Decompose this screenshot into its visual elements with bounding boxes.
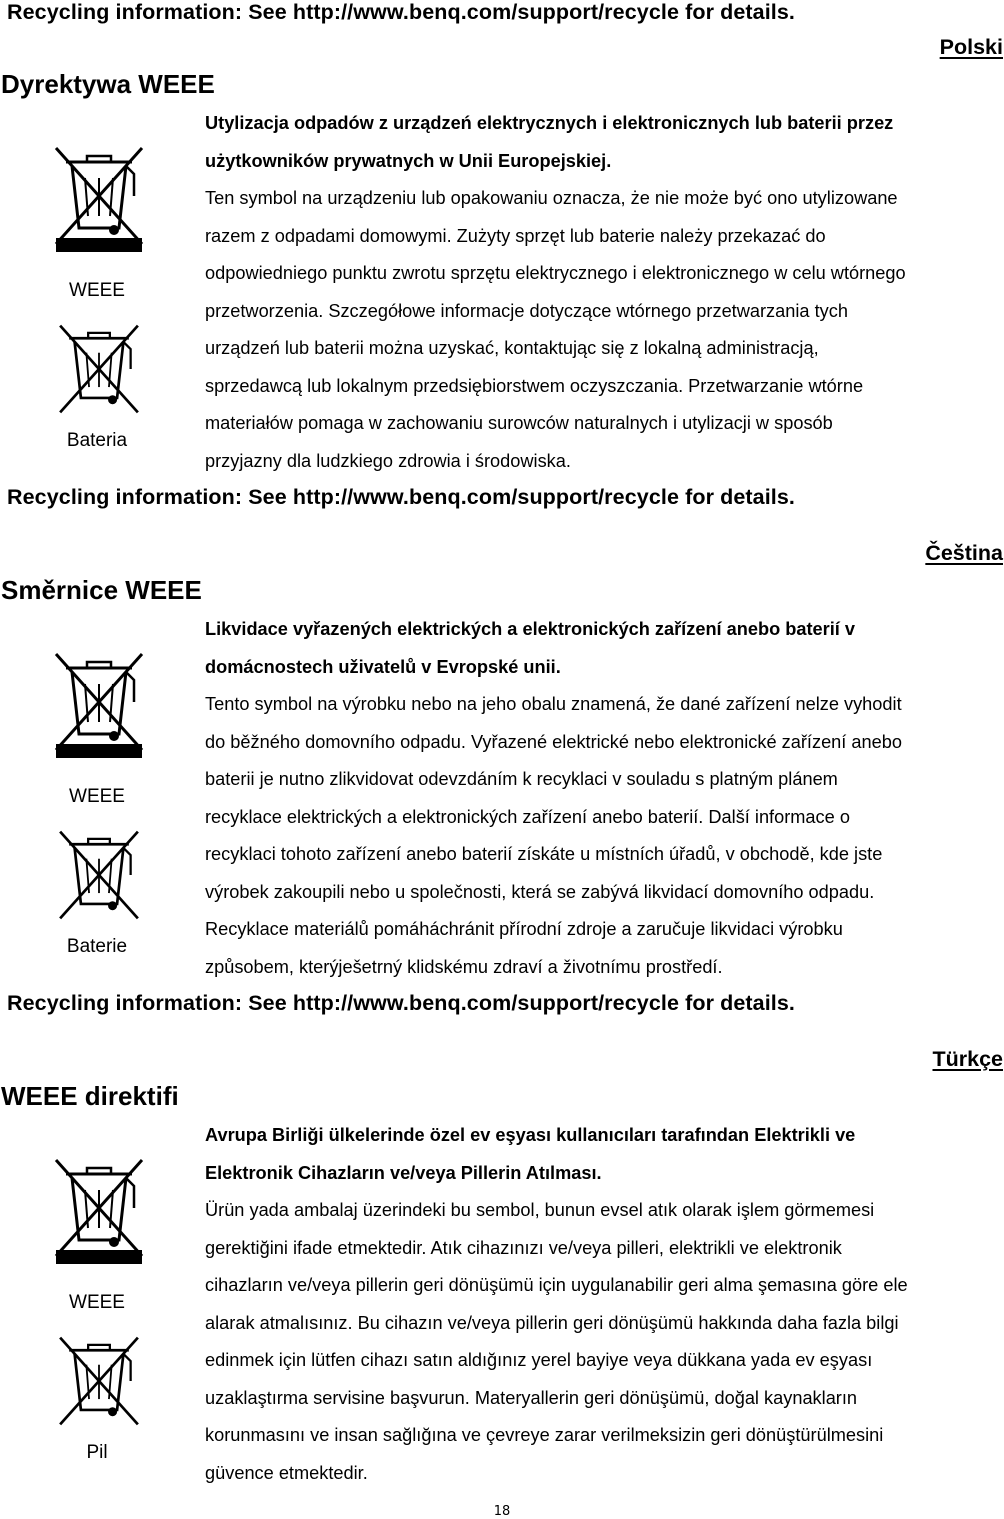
body-line: przyjazny dla ludzkiego zdrowia i środowiska.: [205, 450, 571, 471]
body-line: cihazların ve/veya pillerin geri dönüşümü için uygulanabilir geri alma şemasına göre ele: [205, 1275, 908, 1295]
battery-bin-icon: [52, 1334, 146, 1428]
body-line: uzaklaştırma servisine başvurun. Materyallerin geri dönüşümü, doğal kaynakların: [205, 1387, 858, 1408]
battery-label: Pil: [86, 1442, 108, 1463]
section-heading-turkce: WEEE direktifi: [1, 1081, 179, 1111]
recycling-info-polski: Recycling information: See http://www.benq.com/support/recycle for details.: [7, 485, 795, 509]
body-line: korunmasını ve insan sağlığına ve çevreye zarar verilmeksizin geri dönüştürülmesini: [205, 1425, 884, 1445]
body-line: edinmek için lütfen cihazı satın aldığınız yerel bayiye veya dükkana yada ev eşyası: [205, 1350, 873, 1370]
body-line: Avrupa Birliği ülkelerinde özel ev eşyası kullanıcıları tarafından Elektrikli ve: [205, 1125, 856, 1145]
weee-label: WEEE: [69, 1292, 125, 1313]
body-line: sprzedawcą lub lokalnym przedsiębiorstwem oczyszczania. Przetwarzanie wtórne: [205, 375, 864, 396]
language-title-turkce: Türkçe: [932, 1047, 1003, 1071]
battery-bin-icon: [52, 828, 146, 922]
body-line: razem z odpadami domowymi. Zużyty sprzęt lub baterie należy przekazać do: [205, 225, 826, 246]
weee-label: WEEE: [69, 280, 125, 301]
body-line: způsobem, kterýješetrný klidskému zdraví a životnímu prostředí.: [205, 956, 723, 977]
body-line: recyklaci tohoto zařízení anebo baterií získáte u místních úřadů, v obchodě, kde jste: [205, 844, 883, 864]
body-line: użytkowników prywatnych w Unii Europejskiej.: [205, 150, 612, 171]
body-line: Ürün yada ambalaj üzerindeki bu sembol, bunun evsel atık olarak işlem görmemesi: [205, 1200, 875, 1220]
section-heading-cestina: Směrnice WEEE: [1, 575, 202, 605]
body-line: Likvidace vyřazených elektrických a elektronických zařízení anebo baterií v: [205, 619, 856, 639]
battery-bin-icon: [52, 322, 146, 416]
section-heading-polski: Dyrektywa WEEE: [1, 69, 215, 99]
battery-label: Baterie: [66, 936, 128, 957]
body-line: do běžného domovního odpadu. Vyřazené elektrické nebo elektronické zařízení anebo: [205, 731, 902, 752]
body-line: recyklace elektrických a elektronických zařízení anebo baterií. Další informace o: [205, 806, 850, 827]
body-line: Utylizacja odpadów z urządzeń elektrycznych i elektronicznych lub baterii przez: [205, 113, 894, 133]
body-line: Ten symbol na urządzeniu lub opakowaniu oznacza, że nie może być ono utylizowane: [205, 188, 898, 208]
section-body-cestina: [205, 611, 1004, 986]
weee-bin-icon: [52, 144, 146, 256]
page-number: 18: [493, 1504, 511, 1519]
battery-label: Bateria: [66, 430, 128, 451]
body-line: výrobek zakoupili nebo u společnosti, která se zabývá likvidací domovního odpadu.: [205, 881, 875, 902]
weee-bin-icon: [52, 1156, 146, 1268]
weee-label: WEEE: [69, 786, 125, 807]
weee-bin-icon: [52, 650, 146, 762]
body-line: gerektiğini ifade etmektedir. Atık cihazınızı ve/veya pilleri, elektrikli ve elektronik: [205, 1237, 842, 1258]
body-line: przetworzenia. Szczegółowe informacje dotyczące wtórnego przetwarzania tych: [205, 300, 848, 321]
recycling-info-cestina: Recycling information: See http://www.benq.com/support/recycle for details.: [7, 991, 795, 1015]
body-line: Recyklace materiálů pomáháchránit přírodní zdroje a zaručuje likvidaci výrobku: [205, 919, 843, 939]
body-line: Elektronik Cihazların ve/veya Pillerin Atılması.: [205, 1162, 602, 1183]
body-line: alarak atmalısınız. Bu cihazın ve/veya pillerin geri dönüşümü hakkında daha fazla bilgi: [205, 1312, 899, 1333]
language-title-cestina: Čeština: [925, 541, 1003, 565]
recycling-info-top: Recycling information: See http://www.benq.com/support/recycle for details.: [7, 0, 795, 24]
body-line: urządzeń lub baterii można uzyskać, kontaktując się z lokalną administracją,: [205, 338, 819, 358]
body-line: materiałów pomaga w zachowaniu surowców naturalnych i utylizacji w sposób: [205, 413, 833, 433]
body-line: baterii je nutno zlikvidovat odevzdáním k recyklaci v souladu s platným plánem: [205, 769, 838, 789]
body-line: domácnostech uživatelů v Evropské unii.: [205, 656, 561, 677]
body-line: Tento symbol na výrobku nebo na jeho obalu znamená, že dané zařízení nelze vyhodit: [205, 694, 902, 714]
section-body-polski: [205, 105, 1004, 480]
body-line: odpowiedniego punktu zwrotu sprzętu elektrycznego i elektronicznego w celu wtórnego: [205, 263, 906, 283]
section-body-turkce: [205, 1117, 1004, 1492]
body-line: güvence etmektedir.: [205, 1462, 368, 1483]
language-title-polski: Polski: [939, 35, 1003, 59]
